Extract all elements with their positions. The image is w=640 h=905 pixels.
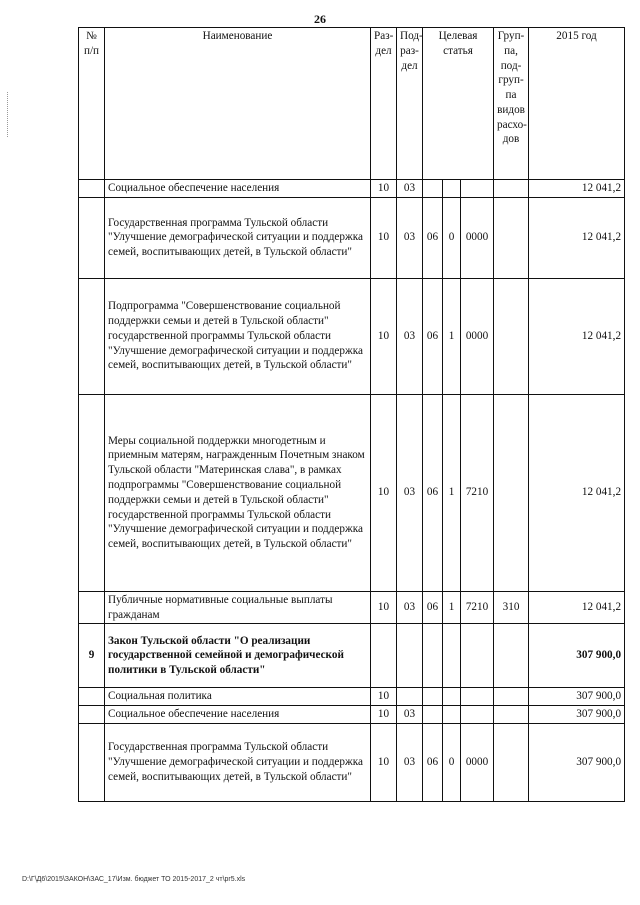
table-row <box>79 688 625 706</box>
row-sum-2015: 307 900,0 <box>529 706 625 724</box>
row-razdel: 10 <box>371 706 397 724</box>
row-num <box>79 591 105 624</box>
row-cs-program: 06 <box>423 197 443 278</box>
table-row <box>79 394 625 591</box>
row-sum-2015: 12 041,2 <box>529 394 625 591</box>
row-vid-raskhodov <box>494 394 529 591</box>
row-sum-2015: 12 041,2 <box>529 591 625 624</box>
row-sum-2015: 12 041,2 <box>529 180 625 198</box>
row-cs-direction: 7210 <box>461 591 494 624</box>
row-sum-2015: 307 900,0 <box>529 723 625 801</box>
row-cs-subprogram: 1 <box>443 278 461 394</box>
row-cs-program <box>423 688 443 706</box>
row-vid-raskhodov: 310 <box>494 591 529 624</box>
row-num: 9 <box>79 624 105 688</box>
row-name: Закон Тульской области "О реализации государственной семейной и демографической политики в Тульской области" <box>105 624 371 688</box>
row-cs-program: 06 <box>423 591 443 624</box>
budget-table <box>78 27 625 802</box>
row-num <box>79 723 105 801</box>
row-cs-direction: 7210 <box>461 394 494 591</box>
row-vid-raskhodov <box>494 706 529 724</box>
row-cs-subprogram <box>443 706 461 724</box>
header-podrazdel: Под-раз-дел <box>397 28 423 180</box>
row-podrazdel: 03 <box>397 706 423 724</box>
row-cs-program: 06 <box>423 278 443 394</box>
row-cs-subprogram <box>443 688 461 706</box>
row-podrazdel: 03 <box>397 180 423 198</box>
row-podrazdel: 03 <box>397 394 423 591</box>
row-podrazdel <box>397 624 423 688</box>
header-razdel: Раз-дел <box>371 28 397 180</box>
row-cs-program <box>423 624 443 688</box>
row-razdel: 10 <box>371 278 397 394</box>
row-cs-subprogram: 1 <box>443 394 461 591</box>
row-cs-subprogram <box>443 180 461 198</box>
table-row <box>79 180 625 198</box>
row-cs-direction <box>461 180 494 198</box>
row-num <box>79 180 105 198</box>
row-name: Государственная программа Тульской области "Улучшение демографической ситуации и поддержка семей, воспитывающих детей, в Тульской области" <box>105 197 371 278</box>
header-name: Наименование <box>105 28 371 180</box>
row-name: Подпрограмма "Совершенствование социальной поддержки семьи и детей в Тульской области" государственной программы Тульской области "Улучшение демографической ситуации и поддержка семей, воспитывающих детей, в Тульской области" <box>105 278 371 394</box>
row-razdel: 10 <box>371 394 397 591</box>
row-cs-subprogram: 0 <box>443 723 461 801</box>
row-vid-raskhodov <box>494 278 529 394</box>
row-num <box>79 278 105 394</box>
row-sum-2015: 12 041,2 <box>529 278 625 394</box>
row-vid-raskhodov <box>494 180 529 198</box>
row-vid-raskhodov <box>494 197 529 278</box>
row-podrazdel: 03 <box>397 591 423 624</box>
row-cs-program: 06 <box>423 394 443 591</box>
row-cs-subprogram <box>443 624 461 688</box>
row-cs-subprogram: 1 <box>443 591 461 624</box>
row-num <box>79 197 105 278</box>
row-cs-direction <box>461 624 494 688</box>
row-razdel <box>371 624 397 688</box>
row-razdel: 10 <box>371 180 397 198</box>
table-row <box>79 706 625 724</box>
table-header-row <box>79 28 625 180</box>
row-cs-direction: 0000 <box>461 197 494 278</box>
row-sum-2015: 307 900,0 <box>529 688 625 706</box>
row-name: Социальное обеспечение населения <box>105 180 371 198</box>
row-razdel: 10 <box>371 688 397 706</box>
row-num <box>79 688 105 706</box>
row-razdel: 10 <box>371 197 397 278</box>
table-row <box>79 624 625 688</box>
row-vid-raskhodov <box>494 624 529 688</box>
row-num <box>79 394 105 591</box>
header-year: 2015 год <box>529 28 625 180</box>
row-name: Государственная программа Тульской области "Улучшение демографической ситуации и поддержка семей, воспитывающих детей, в Тульской области" <box>105 723 371 801</box>
table-row <box>79 723 625 801</box>
row-name: Публичные нормативные социальные выплаты гражданам <box>105 591 371 624</box>
row-num <box>79 706 105 724</box>
header-num: № п/п <box>79 28 105 180</box>
row-cs-direction <box>461 706 494 724</box>
row-podrazdel: 03 <box>397 723 423 801</box>
row-name: Меры социальной поддержки многодетным и приемным матерям, награжденным Почетным знаком Тульской области "Материнская слава", в рамках подпрограммы "Совершенствование социальной поддержки семьи и детей в Тульской области" государственной программы Тульской области "Улучшение демографической ситуации и поддержка семей, воспитывающих детей, в Тульской области" <box>105 394 371 591</box>
row-cs-direction <box>461 688 494 706</box>
row-cs-program: 06 <box>423 723 443 801</box>
row-cs-direction: 0000 <box>461 278 494 394</box>
row-razdel: 10 <box>371 591 397 624</box>
row-cs-subprogram: 0 <box>443 197 461 278</box>
row-vid-raskhodov <box>494 723 529 801</box>
row-cs-direction: 0000 <box>461 723 494 801</box>
footer-file-path: D:\Г\Д6\2015\ЗАКОН\ЗАС_17\Изм. бюджет ТО 2015-2017_2 чт\pr5.xls <box>22 876 246 883</box>
row-name: Социальная политика <box>105 688 371 706</box>
row-sum-2015: 307 900,0 <box>529 624 625 688</box>
table-row <box>79 591 625 624</box>
scan-gutter-marks <box>7 92 12 137</box>
row-cs-program <box>423 706 443 724</box>
header-gruppa: Груп-па, под-груп-па видов расхо-дов <box>494 28 529 180</box>
row-sum-2015: 12 041,2 <box>529 197 625 278</box>
row-podrazdel: 03 <box>397 278 423 394</box>
row-name: Социальное обеспечение населения <box>105 706 371 724</box>
row-podrazdel <box>397 688 423 706</box>
row-podrazdel: 03 <box>397 197 423 278</box>
table-row <box>79 197 625 278</box>
table-row <box>79 278 625 394</box>
row-razdel: 10 <box>371 723 397 801</box>
header-tselevaya-statya: Целевая статья <box>423 28 494 180</box>
page-number: 26 <box>314 12 326 26</box>
row-cs-program <box>423 180 443 198</box>
row-vid-raskhodov <box>494 688 529 706</box>
